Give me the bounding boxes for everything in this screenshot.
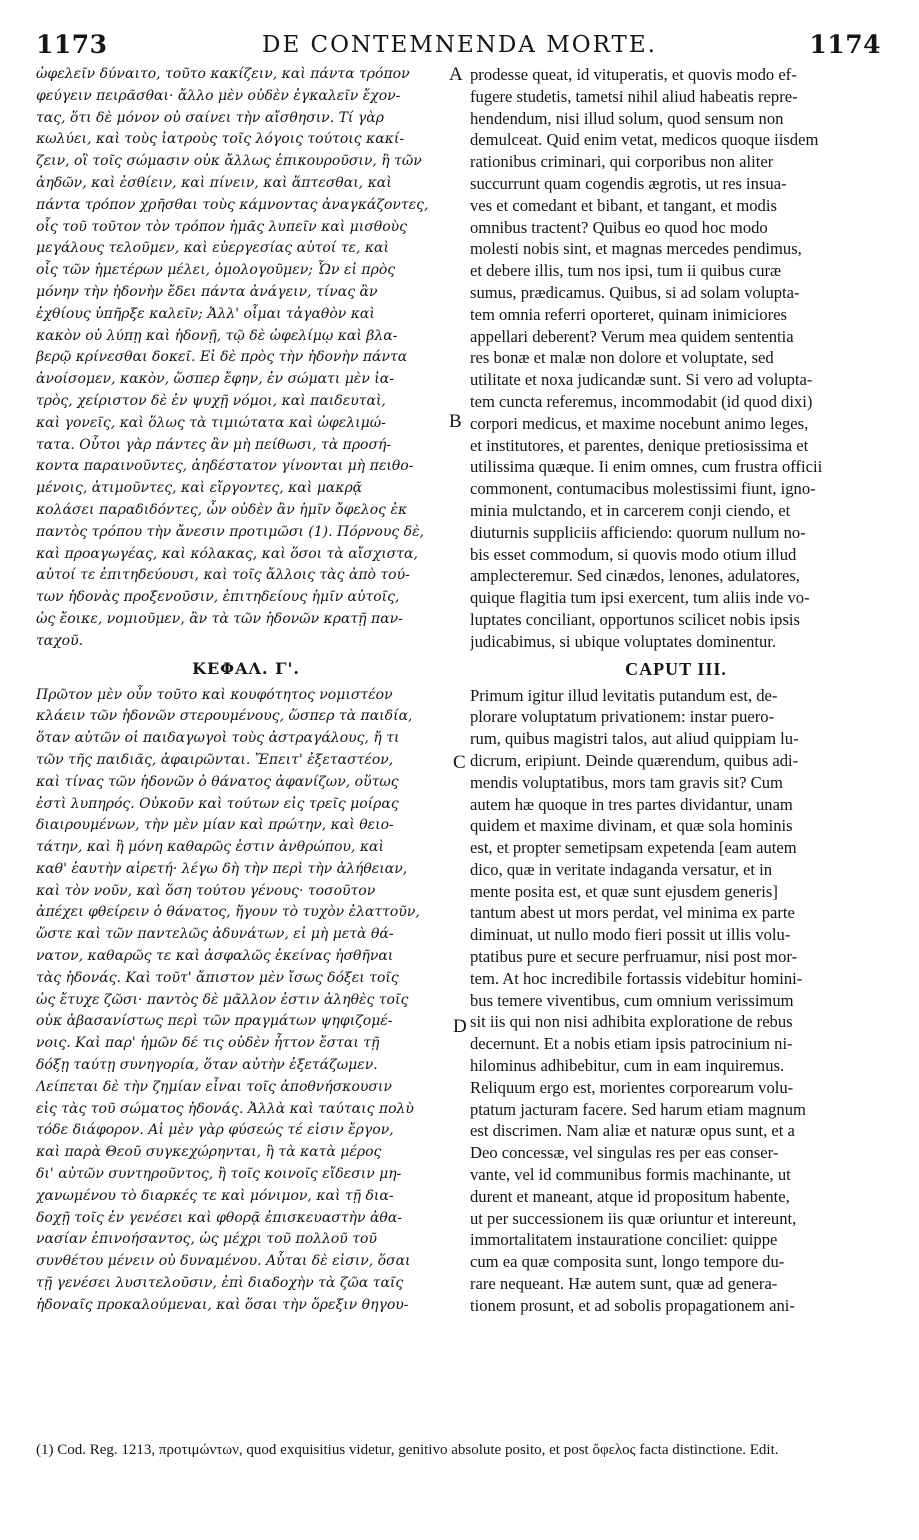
latin-text-line: tem cuncta referemus, incommodabit (id quod dixi) (470, 391, 813, 411)
latin-text-line: fugere studetis, tametsi nihil aliud habeatis repre- (470, 86, 798, 106)
latin-text-line: commonent, contumacibus molestissimi fiunt, igno- (470, 479, 816, 499)
greek-text-line: καθ' ἑαυτὴν αἱρετή· λέγω δὴ τὴν περὶ τὴν ἀλήθειαν, (36, 860, 408, 877)
latin-text-line: rum, quibus magistri talos, aut aliud quippiam lu- (470, 729, 799, 749)
greek-text-line: μόνην τὴν ἡδονὴν ἔδει πάντα ἀνάγειν, τίνας ἂν (36, 283, 378, 300)
greek-text-line: ταχοῦ. (36, 632, 84, 649)
latin-text-line: ut per successionem iis quæ oriuntur et intereunt, (470, 1208, 797, 1228)
latin-text-line: luptates conciliant, opportunos scilicet nobis ipsis (470, 609, 800, 629)
greek-text-line: νατον, καθαρῶς τε καὶ ἀσφαλῶς ἐκείνας ἠσθῆναι (36, 948, 394, 965)
latin-text-line: appellari deberent? Verum mea quidem sententia (470, 326, 794, 346)
latin-text-line: mente posita est, et quæ sunt ejusdem generis] (470, 881, 778, 901)
latin-text-line: quique flagitia tum ipsi exercent, tum aliis inde vo- (470, 588, 810, 608)
latin-text-line: cum ea quæ composita sunt, longo tempore du- (470, 1252, 785, 1272)
latin-text-line: dico, quæ in veritate indaganda versatur, et in (470, 859, 773, 879)
greek-text-line: μένοις, ἀτιμοῦντες, καὶ εἴργοντες, καὶ μακρᾷ (36, 480, 363, 497)
greek-text-line: ὡς ἔτυχε ζῶσι· παντὸς δὲ μᾶλλον ἐστιν ἀληθὲς τοῖς (36, 991, 409, 1008)
latin-text-line: demulceat. Quid enim vetat, medicos quoque iisdem (470, 130, 819, 150)
latin-text-line: et institutores, et parentes, denique pretiosissima et (470, 435, 809, 455)
latin-text-line: omnibus tractent? Quibus eo quod hoc modo (470, 217, 768, 237)
latin-column (470, 64, 882, 1317)
latin-text-line: prodesse queat, id vituperatis, et quovis modo ef- (470, 65, 797, 84)
latin-text-line: molesti nobis sint, et magnas mercedes pendimus, (470, 239, 802, 259)
greek-text-line: διαιρουμένων, τὴν μὲν μίαν καὶ πρώτην, καὶ θειο- (36, 817, 394, 834)
greek-text-line: τῇ γενέσει λυσιτελοῦσιν, ἐπὶ διαδοχὴν τὰ ζῶα ταῖς (36, 1275, 404, 1292)
greek-text-chapter-heading: ΚΕΦΑΛ. Γ'. (192, 658, 300, 678)
greek-text-line: νασίαν ἐπινοήσαντος, ὡς μέχρι τοῦ πολλοῦ τοῦ (36, 1231, 377, 1248)
latin-text-line: tantum abest ut mors perdat, vel minima ex parte (470, 903, 795, 923)
latin-text-line: sumus, prædicamus. Quibus, si ad solam volupta- (470, 282, 800, 302)
greek-text-line: μεγάλους τελοῦμεν, καὶ εὐεργεσίας αὐτοί τε, καὶ (36, 240, 390, 257)
greek-column (36, 64, 456, 1317)
running-title: DE CONTEMNENDA MORTE. (262, 32, 657, 58)
latin-text-line: tem. At hoc incredibile fortassis videbitur homini- (470, 968, 803, 988)
latin-text-line: Deo concessæ, vel singulas res per eas conser- (470, 1143, 779, 1163)
greek-text-line: παντὸς τρόπου τὴν ἄνεσιν προτιμῶσι (1). Πόρνους δὲ, (36, 523, 425, 540)
greek-text-line: εἰς τὰς τοῦ σώματος ἡδονάς. Ἀλλὰ καὶ ταύταις πολὺ (36, 1100, 414, 1117)
greek-text-line: οἷς τῶν ἡμετέρων μέλει, ὁμολογοῦμεν; Ὧν εἰ πρὸς (36, 262, 396, 279)
page-header (0, 0, 919, 59)
greek-text-line: ὥστε καὶ τῶν παντελῶς ἀδυνάτων, εἰ μὴ μετὰ θά- (36, 926, 394, 943)
greek-text-line: ὠφελεῖν δύναιτο, τοῦτο κακίζειν, καὶ πάντα τρόπον (36, 66, 410, 82)
greek-text-line: κοντα παραινοῦντες, ἀηδέστατον γίνονται μὴ πειθο- (36, 458, 414, 475)
greek-text-line: Λείπεται δὲ τὴν ζημίαν εἶναι τοῖς ἀποθνήσκουσιν (36, 1078, 392, 1095)
latin-text-line: immortalitatem instaurationе conciliet: quippe (470, 1230, 778, 1250)
greek-text-line: ὅταν αὐτῶν οἱ παιδαγωγοὶ τοὺς ἀστραγάλους, ἤ τι (36, 730, 400, 747)
latin-text-line: et debere illis, tum nos ipsi, tum ii quibus curæ (470, 261, 782, 281)
latin-text-chapter-heading: CAPUT III. (625, 658, 727, 679)
greek-text-line: τατα. Οὗτοι γὰρ πάντες ἂν μὴ πείθωσι, τὰ προσή- (36, 436, 392, 453)
greek-text-line: κλάειν τῶν ἡδονῶν στερουμένους, ὥσπερ τὰ παιδία, (36, 708, 413, 725)
latin-text-line: utilitate et noxa judicandæ sunt. Si vero ad volupta- (470, 370, 813, 390)
greek-text-line: ἀπέχει φθείρειν ὁ θάνατος, ἤγουν τὸ τυχὸν ἐλαττοῦν, (36, 904, 420, 921)
greek-text-line: τὰς ἡδονάς. Καὶ τοῦτ' ἄπιστον μὲν ἴσως δόξει τοῖς (36, 969, 399, 986)
latin-text-line: amplecteremur. Sed cinædos, lenones, adulatores, (470, 566, 800, 586)
latin-text-line: rare nequeant. Hæ autem sunt, quæ ad genera- (470, 1274, 778, 1294)
latin-text-line: dicrum, eripiunt. Deinde quærendum, quibus adi- (470, 750, 799, 770)
margin-marker-b: B (449, 411, 462, 432)
greek-text-line: βερῷ κρίνεσθαι δοκεῖ. Εἰ δὲ πρὸς τὴν ἡδονὴν πάντα (36, 349, 408, 366)
latin-text-line: est, et propter semetipsam expetenda [eam autem (470, 838, 797, 858)
latin-text-line: ves et comedant et bibant, et tangant, et modis (470, 195, 777, 215)
greek-text-line: καὶ προαγωγέας, καὶ κόλακας, καὶ ὅσοι τὰ αἴσχιστα, (36, 545, 418, 562)
greek-text-line: κακὸν οὐ λύπῃ καὶ ἡδονῇ, τῷ δὲ ὠφελίμῳ καὶ βλα- (36, 327, 398, 344)
greek-text-line: κωλύει, καὶ τοὺς ἰατροὺς τοῖς λόγοις τούτοις κακί- (36, 131, 405, 148)
greek-text-line: αὐτοί τε ἐπιτηδεύουσι, καὶ τοῖς ἄλλοις τὰς ἀπὸ τού- (36, 567, 410, 584)
greek-text-line: τρὸς, χείριστον δὲ ἐν ψυχῇ νόμοι, καὶ παιδευταὶ, (36, 392, 386, 409)
greek-text-line: καὶ τίνας τῶν ἡδονῶν ὁ θάνατος ἀφανίζων, οὕτως (36, 773, 399, 790)
greek-text-line: καὶ παρὰ Θεοῦ συγκεχώρηνται, ἢ τὰ κατὰ μέρος (36, 1144, 382, 1161)
greek-text-line: ὡς ἔοικε, νομιοῦμεν, ἂν τὰ τῶν ἡδονῶν κρατῇ παν- (36, 610, 403, 627)
greek-text-line: Πρῶτον μὲν οὖν τοῦτο καὶ κουφότητος νομιστέον (36, 686, 393, 703)
latin-text-line: minia mulctando, et in carcerem conji ciendo, et (470, 500, 791, 520)
latin-text-line: Reliquum ergo est, morientes corporearum volu- (470, 1077, 794, 1097)
greek-text-line: οὐκ ἀβασανίστως περὶ τῶν πραγμάτων ψηφιζομέ- (36, 1013, 393, 1030)
greek-text-line: δόξῃ ταύτῃ συνηγορία, ὅταν αὐτὴν ἐξετάζωμεν. (36, 1057, 378, 1074)
latin-text-line: utilissima quæque. Ii enim omnes, cum frustra officii (470, 457, 823, 477)
greek-text-line: φεύγειν πειρᾶσθαι· ἄλλο μὲν οὐδὲν ἐγκαλεῖν ἔχον- (36, 87, 401, 104)
greek-text-line: κολάσει παραδιδόντες, ὧν οὐδὲν ἂν ἡμῖν ὄφελος ἐκ (36, 501, 408, 518)
greek-text-line: συνθέτου μένειν οὐ δυναμένου. Αὗται δὲ εἰσιν, ὅσαι (36, 1253, 411, 1270)
latin-text-line: rationibus criminari, qui corporibus non aliter (470, 152, 774, 172)
margin-marker-d: D (453, 1016, 467, 1037)
page-number-right: 1174 (809, 30, 881, 59)
greek-text-line: δι' αὐτῶν συντηροῦντος, ἢ τοῖς κοινοῖς εἴδεσιν μη- (36, 1166, 402, 1183)
latin-text-line: corpori medicus, et maxime nocebunt animo leges, (470, 413, 809, 433)
latin-text-line: bus temere viventibus, cum omnium verissimum (470, 990, 794, 1010)
latin-text-line: decernunt. Et a nobis etiam ipsis patrocinium ni- (470, 1034, 793, 1054)
greek-text-line: τόδε διάφορον. Αἱ μὲν γὰρ φύσεώς τέ εἰσιν ἔργον, (36, 1122, 394, 1139)
latin-text-line: tem omnia referri oporteret, quinam inimiciores (470, 304, 788, 324)
latin-text-line: mendis voluptatibus, mors tam gravis sit? Cum (470, 772, 783, 792)
latin-text-line: sit iis qui non nisi adhibita exploratione de rebus (470, 1012, 793, 1032)
greek-text-line: των ἡδονὰς προξενοῦσιν, ἐπιτηδείους ἡμῖν αὐτοῖς, (36, 589, 400, 606)
latin-text-line: Primum igitur illud levitatis putandum est, de- (470, 685, 778, 705)
page-number-left: 1173 (36, 30, 108, 59)
greek-text-line: τῶν τῆς παιδιᾶς, ἀφαιρῶνται. Ἔπειτ' ἐξεταστέον, (36, 751, 394, 768)
greek-text-line: τάτην, καὶ ἣ μόνη καθαρῶς ἐστιν ἀνθρώπου, καὶ (36, 839, 384, 856)
latin-text-line: ptatibus pure et secure perfruamur, nisi post mor- (470, 947, 798, 967)
latin-text-line: durent et maneant, atque id propositum habente, (470, 1186, 790, 1206)
greek-text-line: ἐστὶ λυπηρός. Οὐκοῦν καὶ τούτων εἰς τρεῖς μοίρας (36, 795, 399, 812)
margin-marker-a: A (449, 64, 463, 85)
latin-text-line: res bonæ et malæ non dolore et voluptate, sed (470, 348, 774, 368)
latin-text-line: diminuat, ut nullo modo fieri possit ut illis volu- (470, 925, 791, 945)
latin-text-line: hilominus adhibebitur, cum in eam inquiremus. (470, 1056, 785, 1076)
greek-text-line: ζειν, οἳ τοῖς σώμασιν οὐκ ἄλλως ἐπικουροῦσιν, ἢ τῶν (36, 153, 422, 170)
greek-text-line: ἀνοίσομεν, κακὸν, ὥσπερ ἔφην, ἐν σώματι μὲν ἰα- (36, 371, 394, 388)
greek-text-line: δοχῇ τοῖς ἐν γενέσει καὶ φθορᾷ ἐπισκευαστὴν ἀθα- (36, 1209, 403, 1226)
greek-text-line: καὶ τὸν νοῦν, καὶ ὅση τούτου γένους· τοσοῦτον (36, 882, 376, 899)
greek-text-line: καὶ γονεῖς, καὶ ὅλως τὰ τιμιώτατα καὶ ὠφελιμώ- (36, 414, 386, 431)
latin-text-line: succurrunt quam cogendis ægrotis, ut res insua- (470, 173, 787, 193)
greek-text-line: νοις. Καὶ παρ' ἡμῶν δέ τις οὐδὲν ἧττον ἔσται τῇ (36, 1035, 380, 1052)
margin-marker-c: C (453, 752, 466, 773)
latin-text-line: judicabimus, si ubique voluptates dominentur. (470, 631, 777, 651)
greek-text-line: πάντα τρόπον χρῆσθαι τοὺς κάμνοντας ἀναγκάζοντες, (36, 196, 429, 213)
latin-text-line: quidem et maxime divinam, et quæ sola hominis (470, 816, 793, 836)
greek-text-line: ἀηδῶν, καὶ ἐσθίειν, καὶ πίνειν, καὶ ἅπτεσθαι, καὶ (36, 174, 392, 191)
greek-text-line: ἐχθίους ὑπῆρξε καλεῖν; Ἀλλ' οἶμαι τἀγαθὸν καὶ (36, 305, 375, 322)
latin-text-line: plorare voluptatum privationem: instar puero- (470, 707, 775, 727)
latin-text-line: bis esset commodum, si quovis modo otium illud (470, 544, 797, 564)
footnote: (1) Cod. Reg. 1213, προτιμώντων, quod exquisitius videtur, genitivo absolute posito, et post ὄφελος facta distinctione. Edit. (36, 1442, 779, 1458)
latin-text-line: tionem prosunt, et ad sobolis propagationem ani- (470, 1295, 795, 1315)
latin-text-line: autem hæ quoque in tres partes dividantur, unam (470, 794, 793, 814)
latin-text-line: hendendum, nisi illud solum, quod sensum non (470, 108, 784, 128)
greek-text-line: ἡδοναῖς προκαλούμεναι, καὶ ὅσαι τὴν ὄρεξιν θηγου- (36, 1296, 409, 1313)
latin-text-line: diuturnis suppliciis afficiendo: quorum nullum no- (470, 522, 806, 542)
latin-text-line: ptatum jacturam facere. Sed harum etiam magnum (470, 1099, 806, 1119)
latin-text-line: est discrimen. Nam aliæ et naturæ opus sunt, et a (470, 1121, 795, 1141)
greek-text-line: οἷς τοῦ τοῦτον τὸν τρόπον ἡμᾶς λυπεῖν καὶ μισθοὺς (36, 218, 407, 235)
greek-text-line: τας, ὅτι δὲ μόνον οὐ σαίνει τὴν αἴσθησιν. Τί γὰρ (36, 109, 384, 126)
greek-text-line: χανωμένου τὸ διαρκές τε καὶ μόνιμον, καὶ τῇ δια- (36, 1187, 394, 1204)
latin-text-line: vante, vel id communibus formis machinante, ut (470, 1165, 791, 1185)
